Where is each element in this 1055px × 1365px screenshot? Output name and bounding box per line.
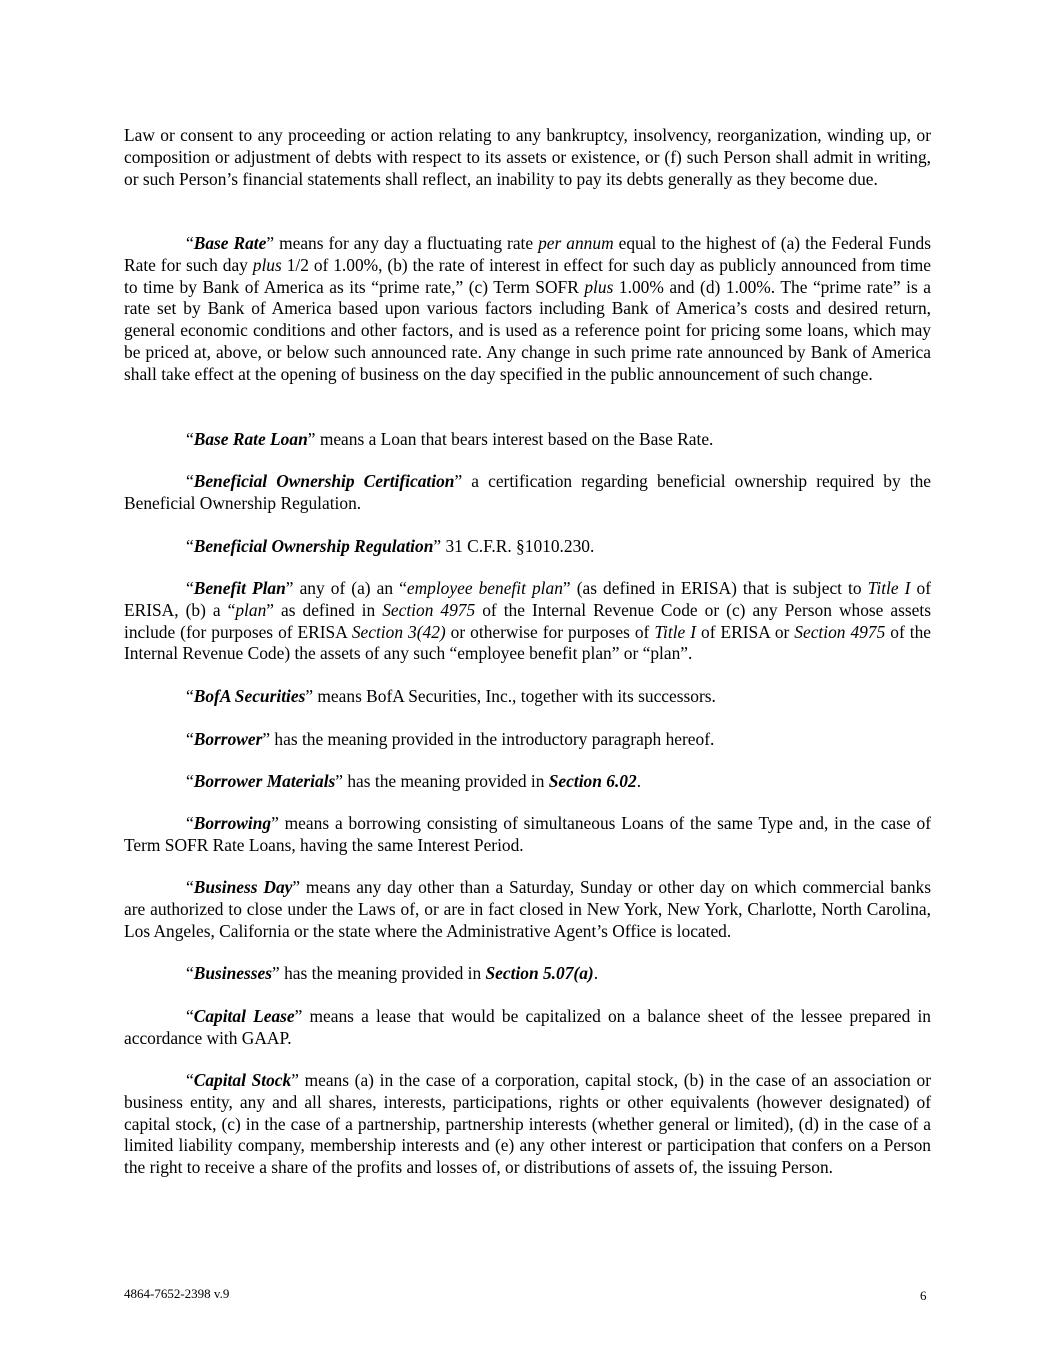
defined-term: Benefit Plan: [193, 578, 286, 598]
text-run: ” 31 C.F.R. §1010.230.: [433, 536, 595, 556]
page-number: 6: [920, 1288, 927, 1303]
definition-businesses: [124, 963, 931, 985]
definition-base-rate: [124, 233, 931, 386]
defined-term: Businesses: [193, 963, 273, 983]
italic-text: plus: [584, 276, 614, 297]
italic-text: Title I: [867, 578, 911, 598]
defined-term: BofA Securities: [193, 686, 306, 706]
italic-text: Section 4975: [794, 621, 886, 642]
text-run: ” means a borrowing consisting of simultaneous Loans of the same Type and, in the case of Term SOFR Rate Loans, having the same Interest Period.: [124, 813, 931, 855]
text-run: ” has the meaning provided in: [272, 963, 486, 983]
text-run: of ERISA or: [696, 621, 795, 642]
text-run: of ERISA, (b) a “: [124, 578, 931, 620]
defined-term: Section 6.02: [548, 771, 637, 791]
defined-term: Borrowing: [193, 813, 272, 833]
text-run: “: [186, 686, 194, 706]
italic-text: plan: [235, 599, 267, 620]
text-run: equal to the highest of (a) the Federal Funds Rate for such day: [124, 233, 931, 275]
definition-beneficial-ownership-certification: [124, 471, 931, 515]
paragraph-continuation: [124, 125, 931, 190]
definition-benefit-plan: [124, 578, 931, 665]
defined-term: Section 5.07(a): [485, 963, 594, 983]
definition-borrower-materials: [124, 771, 931, 793]
text-run: ” means for any day a fluctuating rate: [266, 233, 539, 253]
text-run: ” has the meaning provided in the introductory paragraph hereof.: [262, 729, 715, 749]
definition-borrower: [124, 729, 931, 751]
definition-capital-lease: [124, 1006, 931, 1050]
text-run: ” (as defined in ERISA) that is subject to: [562, 578, 868, 598]
text-run: of the Internal Revenue Code or (c) any Person whose assets include (for purposes of ERISA: [124, 599, 931, 642]
text-run: .: [593, 963, 599, 983]
definition-bofa-securities: [124, 686, 931, 708]
defined-term: Business Day: [193, 877, 293, 897]
italic-text: per annum: [538, 233, 614, 253]
defined-term: Capital Lease: [193, 1006, 295, 1026]
definition-base-rate-loan: [124, 429, 931, 451]
definition-business-day: [124, 877, 931, 942]
text-run: ” means (a) in the case of a corporation, capital stock, (b) in the case of an association or business entity, any and all shares, interests, participations, rights or other equivalents (however designated) of capital stock, (c) in the case of a partnership, partnership interests (whether general or limited), (d) in the case of a limited liability company, membership interests and (e) any other interest or participation that confers on a Person the right to receive a share of the profits and losses of, or distributions of assets of, the issuing Person.: [124, 1070, 931, 1178]
text-run: Law or consent to any proceeding or action relating to any bankruptcy, insolvency, reorganization, winding up, or composition or adjustment of debts with respect to its assets or existence, or (f) such Person shall admit in writing, or such Person’s financial statements shall reflect, an inability to pay its debts generally as they become due.: [124, 125, 931, 189]
text-run: 1/2 of 1.00%, (b) the rate of interest in effect for such day as publicly announced from time to time by Bank of America as its “prime rate,” (c) Term SOFR: [124, 254, 931, 297]
text-run: “: [186, 729, 194, 749]
text-run: of the Internal Revenue Code) the assets of any such “employee benefit plan” or “plan”.: [124, 621, 931, 664]
text-run: ” as defined in: [266, 599, 383, 620]
text-run: “: [186, 877, 194, 897]
italic-text: plus: [252, 254, 282, 275]
text-run: ” means any day other than a Saturday, Sunday or other day on which commercial banks are authorized to close under the Laws of, or are in fact closed in New York, New York, Charlotte, North Carolina, Los Angeles, California or the state where the Administrative Agent’s Office is located.: [124, 877, 931, 941]
text-run: 1.00% and (d) 1.00%. The “prime rate” is a rate set by Bank of America based upon various factors including Bank of America’s costs and desired return, general economic conditions and other factors, and is used as a reference point for pricing some loans, which may be priced at, above, or below such announced rate. Any change in such prime rate announced by Bank of America shall take effect at the opening of business on the day specified in the public announcement of such change.: [124, 276, 931, 384]
italic-text: Section 4975: [382, 599, 476, 620]
text-run: “: [186, 471, 194, 491]
definition-borrowing: [124, 813, 931, 857]
defined-term: Borrower: [193, 729, 263, 749]
document-id: 4864-7652-2398 v.9: [124, 1286, 230, 1301]
defined-term: Capital Stock: [193, 1070, 292, 1090]
text-run: “: [186, 578, 194, 598]
text-run: “: [186, 813, 194, 833]
text-run: ” means BofA Securities, Inc., together with its successors.: [305, 686, 716, 706]
defined-term: Beneficial Ownership Regulation: [193, 536, 434, 556]
text-run: ” means a lease that would be capitalized on a balance sheet of the lessee prepared in accordance with GAAP.: [124, 1006, 931, 1048]
italic-text: Title I: [654, 621, 697, 642]
text-run: .: [636, 771, 642, 791]
text-run: “: [186, 1070, 194, 1090]
definition-capital-stock: [124, 1070, 931, 1179]
defined-term: Base Rate: [193, 233, 267, 253]
text-run: “: [186, 536, 194, 556]
defined-term: Borrower Materials: [193, 771, 336, 791]
text-run: “: [186, 771, 194, 791]
text-run: or otherwise for purposes of: [445, 621, 655, 642]
defined-term: Beneficial Ownership Certification: [193, 471, 455, 491]
text-run: “: [186, 963, 194, 983]
text-run: “: [186, 233, 194, 253]
text-run: ” means a Loan that bears interest based on the Base Rate.: [307, 429, 714, 449]
text-run: “: [186, 1006, 194, 1026]
text-run: ” any of (a) an “: [285, 578, 407, 598]
italic-text: employee benefit plan: [406, 578, 563, 598]
text-run: ” a certification regarding beneficial ownership required by the Beneficial Ownership Regulation.: [124, 471, 931, 513]
text-run: “: [186, 429, 194, 449]
defined-term: Base Rate Loan: [193, 429, 308, 449]
definition-beneficial-ownership-regulation: [124, 536, 931, 558]
italic-text: Section 3(42): [351, 621, 446, 642]
text-run: ” has the meaning provided in: [335, 771, 549, 791]
